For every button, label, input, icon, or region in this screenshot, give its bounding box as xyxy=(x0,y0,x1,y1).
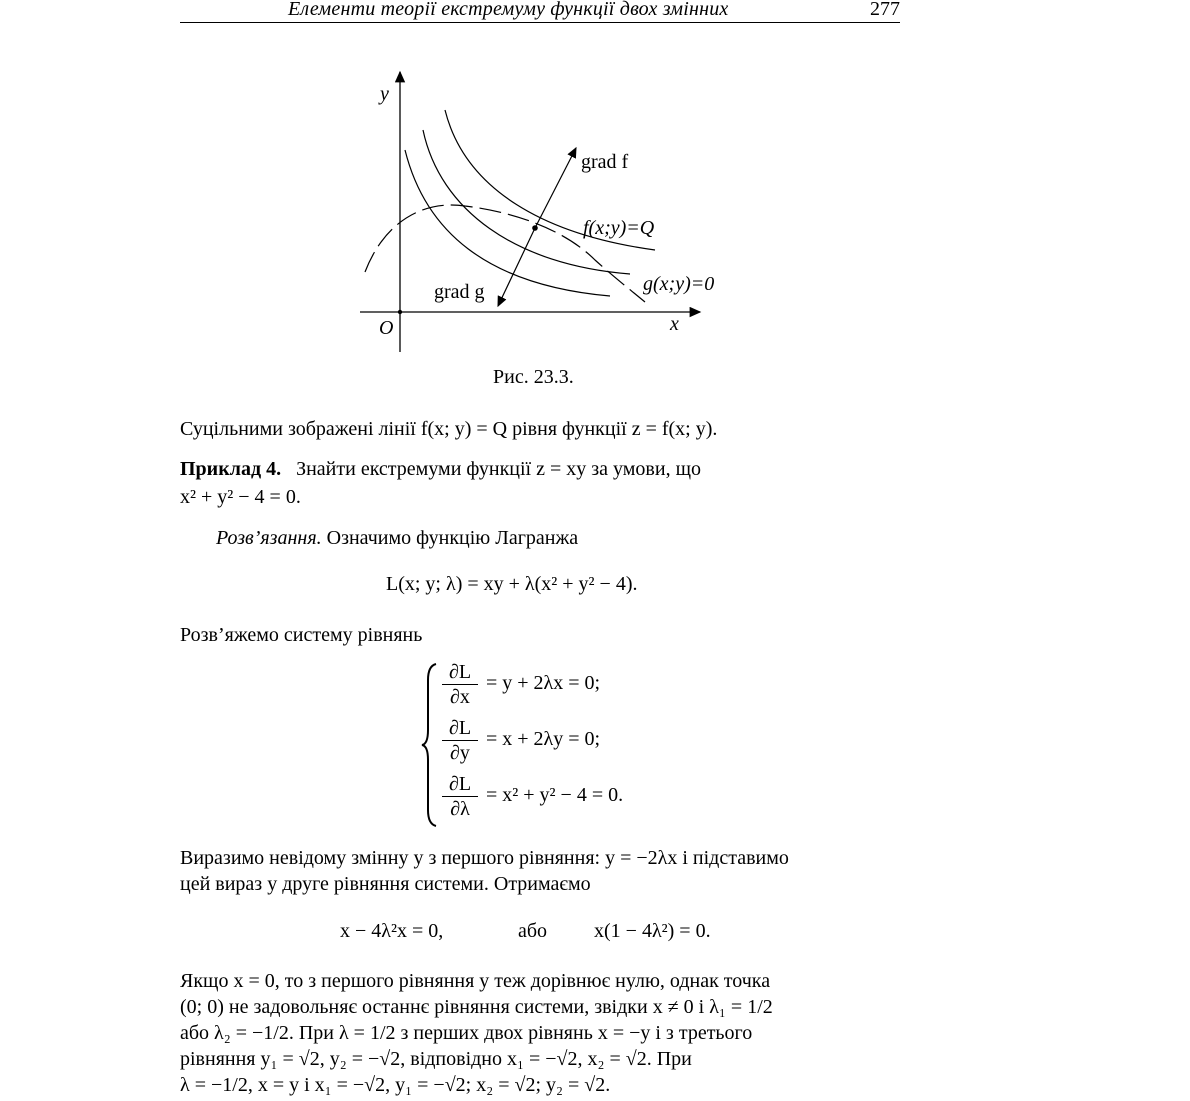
example-text: Знайти екстремуми функції z = xy за умови, що xyxy=(296,458,701,480)
page-number: 277 xyxy=(870,0,900,20)
grad-g-label: grad g xyxy=(434,281,485,303)
equation-system xyxy=(420,660,720,830)
running-header xyxy=(180,0,900,23)
equation-2-or: або xyxy=(518,920,548,942)
system-intro: Розв’яжемо систему рівнянь xyxy=(180,624,423,646)
fraction-2-numerator: ∂L xyxy=(442,716,478,741)
system-row-2-rhs: = x + 2λy = 0; xyxy=(486,728,601,750)
grad-f-arrow xyxy=(535,148,576,228)
equation-2-right: x(1 − 4λ²) = 0. xyxy=(594,920,711,942)
system-row-1-rhs: = y + 2λx = 0; xyxy=(486,672,601,694)
solution-label: Розв’язання. xyxy=(216,527,322,549)
fraction-3 xyxy=(442,772,478,821)
solution-text: Означимо функцію Лагранжа xyxy=(326,527,579,549)
fraction-1 xyxy=(442,660,478,709)
fraction-2 xyxy=(442,716,478,765)
y-axis-label: y xyxy=(380,83,389,105)
constraint-curve-label: g(x;y)=0 xyxy=(643,273,715,295)
example-title: Приклад 4. xyxy=(180,458,282,480)
fraction-1-numerator: ∂L xyxy=(442,660,478,685)
level-curve-1 xyxy=(405,150,610,296)
solution-line xyxy=(216,525,936,551)
example-heading-line xyxy=(180,456,900,482)
origin-label: O xyxy=(379,317,394,339)
paragraph-cases-line-1: Якщо x = 0, то з першого рівняння y теж дорівнює нулю, однак точка xyxy=(180,970,771,992)
figure-23-3 xyxy=(355,60,745,360)
origin-point xyxy=(398,310,402,314)
grad-f-label: grad f xyxy=(581,151,629,173)
paragraph-cases-line-2: (0; 0) не задовольняє останнє рівняння системи, звідки x ≠ 0 і λ₁ = 1/2 xyxy=(180,996,773,1018)
fraction-3-numerator: ∂L xyxy=(442,772,478,797)
fraction-1-denominator: ∂x xyxy=(450,686,470,708)
figure-caption: Рис. 23.3. xyxy=(493,366,574,388)
fraction-2-denominator: ∂y xyxy=(450,742,470,764)
equation-2-left: x − 4λ²x = 0, xyxy=(340,920,444,942)
level-curve-label: f(x;y)=Q xyxy=(583,217,655,239)
x-axis-label: x xyxy=(670,313,679,335)
grad-g-arrow xyxy=(498,228,535,306)
tangency-point xyxy=(532,225,538,231)
fraction-3-denominator: ∂λ xyxy=(450,798,470,820)
paragraph-substitute-line-2: цей вираз у друге рівняння системи. Отримаємо xyxy=(180,873,591,895)
lagrange-function: L(x; y; λ) = xy + λ(x² + y² − 4). xyxy=(386,573,638,595)
system-brace xyxy=(420,660,440,830)
paragraph-cases-line-3: або λ₂ = −1/2. При λ = 1/2 з перших двох рівнянь x = −y і з третього xyxy=(180,1022,753,1044)
system-row-3-rhs: = x² + y² − 4 = 0. xyxy=(486,784,624,806)
paragraph-cases-line-4: рівняння y₁ = √2, y₂ = −√2, відповідно x₁ = −√2, x₂ = √2. При xyxy=(180,1048,692,1070)
example-condition: x² + y² − 4 = 0. xyxy=(180,486,301,508)
paragraph-level-lines: Суцільними зображені лінії f(x; y) = Q рівня функції z = f(x; y). xyxy=(180,418,718,440)
running-title: Елементи теорії екстремуму функції двох змінних xyxy=(288,0,729,20)
paragraph-cases-line-5: λ = −1/2, x = y і x₁ = −√2, y₁ = −√2; x₂ = √2; y₂ = √2. xyxy=(180,1074,611,1096)
paragraph-substitute-line-1: Виразимо невідому змінну y з першого рівняння: y = −2λx і підставимо xyxy=(180,847,789,869)
